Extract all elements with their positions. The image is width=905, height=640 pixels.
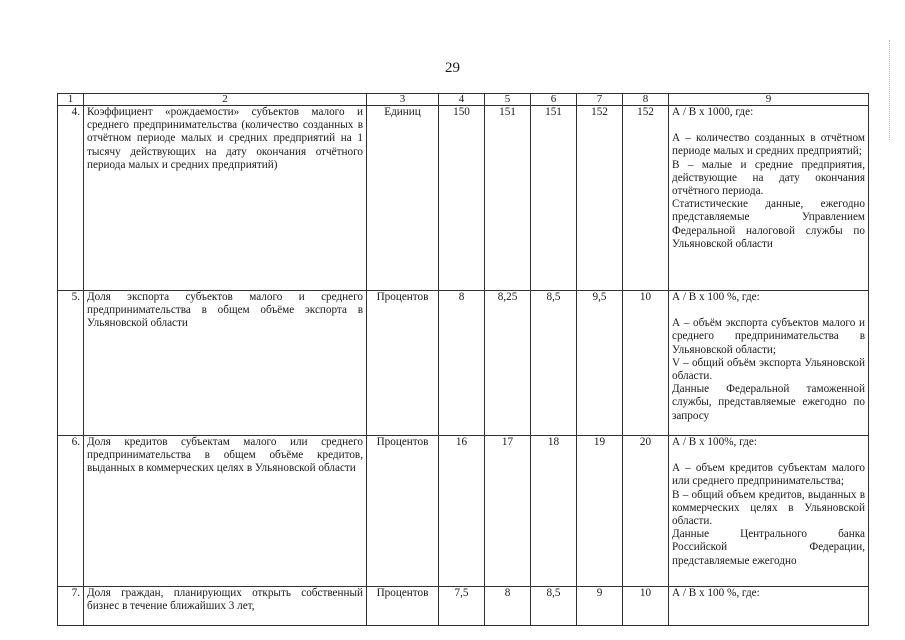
indicator-name: Доля экспорта субъектов малого и среднего предпринимательства в общем объёме экспорта в Ульяновской области	[84, 291, 367, 436]
indicator-value: 8	[485, 587, 531, 626]
indicator-name: Доля граждан, планирующих открыть собственный бизнес в течение ближайших 3 лет,	[84, 587, 367, 626]
unit-of-measure: Процентов	[367, 587, 439, 626]
table-row	[58, 436, 869, 587]
header-cell: 1	[58, 94, 84, 106]
indicator-value: 9,5	[577, 291, 623, 436]
indicator-value: 152	[623, 106, 669, 291]
header-cell: 6	[531, 94, 577, 106]
row-number: 6.	[58, 436, 84, 587]
page-number: 29	[445, 60, 460, 76]
spacer	[672, 449, 865, 462]
formula-note: В – малые и средние предприятия, действующие на дату окончания отчётного периода.	[672, 158, 865, 198]
header-cell: 7	[577, 94, 623, 106]
unit-of-measure: Единиц	[367, 106, 439, 291]
row-number: 7.	[58, 587, 84, 626]
indicator-value: 20	[623, 436, 669, 587]
indicator-value: 9	[577, 587, 623, 626]
header-cell: 4	[439, 94, 485, 106]
calculation-method	[669, 106, 869, 291]
spacer	[672, 119, 865, 132]
formula-text: А / В х 1000, где:	[672, 106, 754, 118]
formula-text: А / В х 100 %, где:	[672, 291, 760, 303]
calculation-method	[669, 436, 869, 587]
indicator-value: 17	[485, 436, 531, 587]
indicator-value: 8,5	[531, 291, 577, 436]
formula-note: А – объем кредитов субъектам малого или среднего предпринимательства;	[672, 462, 865, 488]
header-cell: 8	[623, 94, 669, 106]
table-row	[58, 291, 869, 436]
header-cell: 2	[84, 94, 367, 106]
table-header-row	[58, 94, 869, 106]
indicator-value: 8	[439, 291, 485, 436]
spacer	[672, 304, 865, 317]
indicator-value: 10	[623, 291, 669, 436]
formula-text: А / В х 100 %, где:	[672, 587, 760, 599]
indicator-value: 8,25	[485, 291, 531, 436]
row-number: 5.	[58, 291, 84, 436]
header-cell: 3	[367, 94, 439, 106]
table-row	[58, 587, 869, 626]
calculation-method	[669, 291, 869, 436]
indicator-value: 18	[531, 436, 577, 587]
header-cell: 9	[669, 94, 869, 106]
indicator-name: Доля кредитов субъектам малого или среднего предпринимательства в общем объёме кредитов, выданных в коммерческих целях в Ульяновской области	[84, 436, 367, 587]
indicator-value: 151	[485, 106, 531, 291]
indicator-value: 150	[439, 106, 485, 291]
formula-note: V – общий объём экспорта Ульяновской области.	[672, 356, 865, 383]
indicator-value: 10	[623, 587, 669, 626]
indicator-value: 19	[577, 436, 623, 587]
header-cell: 5	[485, 94, 531, 106]
indicator-value: 7,5	[439, 587, 485, 626]
formula-note: Статистические данные, ежегодно представляемые Управлением Федеральной налоговой службы по Ульяновской области	[672, 198, 865, 250]
indicator-value: 16	[439, 436, 485, 587]
calculation-method	[669, 587, 869, 626]
indicators-table	[57, 93, 869, 626]
indicator-value: 8,5	[531, 587, 577, 626]
unit-of-measure: Процентов	[367, 436, 439, 587]
indicator-name: Коэффициент «рождаемости» субъектов малого и среднего предпринимательства (количество созданных в отчётном периоде малых и средних предприятий на 1 тысячу действующих на дату окончания отчётного периода малых и средних предприятий)	[84, 106, 367, 291]
indicator-value: 152	[577, 106, 623, 291]
indicator-value: 151	[531, 106, 577, 291]
formula-note: Данные Центрального банка Российской Федерации, представляемые ежегодно	[672, 528, 865, 567]
unit-of-measure: Процентов	[367, 291, 439, 436]
table-row	[58, 106, 869, 291]
scan-edge-marks	[889, 40, 893, 140]
formula-note: В – общий объем кредитов, выданных в коммерческих целях в Ульяновской области.	[672, 488, 865, 528]
formula-note: А – количество созданных в отчётном периоде малых и средних предприятий;	[672, 132, 865, 158]
formula-note: Данные Федеральной таможенной службы, представляемые ежегодно по запросу	[672, 383, 865, 422]
row-number: 4.	[58, 106, 84, 291]
formula-text: А / В х 100%, где:	[672, 436, 757, 448]
formula-note: А – объём экспорта субъектов малого и среднего предпринимательства в Ульяновской области;	[672, 317, 865, 356]
table-body	[58, 94, 869, 626]
